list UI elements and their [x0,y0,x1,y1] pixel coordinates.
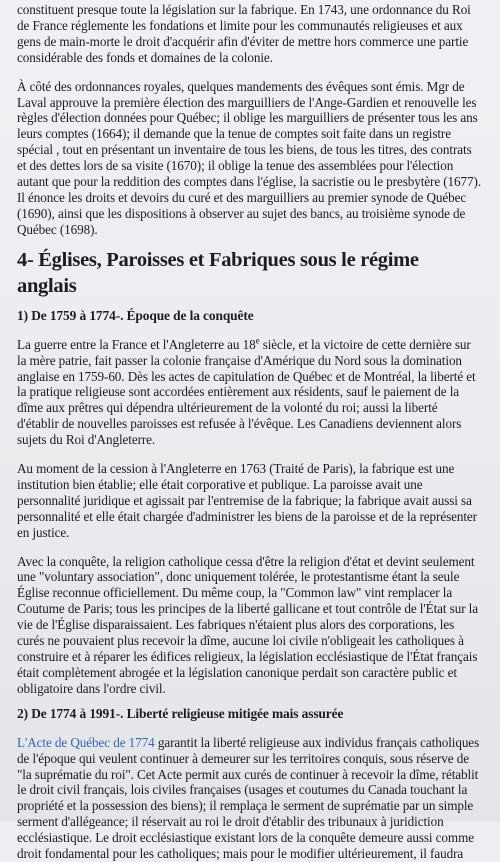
paragraph-conquete [17,337,482,448]
paragraph-mandements-eveques: À côté des ordonnances royales, quelques mandements des évêques sont émis. Mgr de Laval approuve la première élection des marguilliers de l'Ange-Gardien et renouvelle les règles d'élection données pour Québec; il oblige les marguilliers de présenter tous les ans leurs comptes (1664); il demande que la tenue de comptes soit faite dans un registre spécial , tout en présentant un inventaire de tous les biens, de tous les titres, des contrats et des dettes lors de sa visite (1670); il oblige la tenue des assemblées pour l'élection autant que pour la reddition des comptes dans l'église, la sacristie ou le presbytère (1677). Il énonce les droits et devoirs du curé et des marguilliers au premier synode de Québec (1690), ainsi que les dispositions à observer au sujet des bancs, au troisième synode de Québec (1698). [17,78,482,237]
section-heading: 4- Églises, Paroisses et Fabriques sous le régime anglais [17,248,419,297]
century-superscript: e [255,335,260,346]
paragraph-cession-1763: Au moment de la cession à l'Angleterre en 1763 (Traité de Paris), la fabrique est une institution bien établie; elle était corporative et publique. La paroisse avait une personnalité juridique et agissait par l'entremise de la fabrique; la fabrique avait aussi sa personnalité et elle était chargée d'administrer les biens de la paroisse et de la représenter en justice. [17,461,477,540]
paragraph-religion-toleree: Avec la conquête, la religion catholique cessa d'être la religion d'état et devint seulement une "voluntary association", donc uniquement tolérée, le protestantisme étant la seule Église reconnue officiellement. Du même coup, la "Common law" vint remplacer la Coutume de Paris; tous les principes de la liberté gallicane et tout contrôle de l'État sur la vie de l'Église disparaissaient. Les fabriques n'étaient plus alors des corporations, les curés ne pouvaient plus recevoir la dîme, aucune loi civile n'obligeait les catholiques à construire et à réparer les édifices religieux, la législation ecclésiastique de l'État français était complètement abrogée et la législation canonique perdait son caractère public et obligatoire dans l'ordre civil. [17,553,478,696]
paragraph-legislation-1743: constituent presque toute la législation sur la fabrique. En 1743, une ordonnance du Roi de France réglemente les fondations et limite pour les communautés religieuses et aux gens de main-morte le droit d'acquérir afin d'éviter de mettre hors commerce une partie considérable des fonds et domaines de la colonie. [17,2,471,65]
paragraph-acte-quebec [17,735,482,862]
acte-quebec-link[interactable]: L'Acte de Québec de 1774 [17,734,155,750]
paragraph-conquete-start: La guerre entre la France et l'Angleterre au 18 [17,336,256,352]
paragraph-acte-quebec-rest: garantit la liberté religieuse aux individus français catholiques de l'époque qui veulent continuer à demeurer sur les territoires conquis, sous réserve de "la suprématie du roi". Cet Acte permit aux curés de continuer à recevoir la dîme, rétablit le droit civil français, lois civiles françaises (usages et coutumes du Canada touchant la propriété et la possession des biens); il remplaça le serment de suprématie par un simple serment d'allégeance; il réservait au roi le droit d'établir des tribunaux à juridiction ecclésiastique. Le droit ecclésiastique existant lors de la conquête demeure aussi comme droit fondamental pour les catholiques; mais pour le modifier ultérieurement, il faudra [17,734,480,862]
subheading-1774-1991: 2) De 1774 à 1991-. Liberté religieuse mitigée mais assurée [17,705,344,721]
subheading-1759-1774: 1) De 1759 à 1774-. Époque de la conquête [17,307,254,323]
paragraph-conquete-rest: siècle, et la victoire de cette dernière sur la mère patrie, fait passer la colonie française d'Amérique du Nord sous la domination anglaise en 1759-60. Dès les actes de capitulation de Québec et de Montréal, la liberté et la pratique religieuse sont accordées entièrement aux résidents, sauf le paiement de la dîme aux prêtres qui dépendra ultérieurement de la volonté du roi; aussi la liberté d'établir de nouvelles paroisses est refusée à l'évêque. Les Canadiens deviennent alors sujets du Roi d'Angleterre. [17,336,476,448]
